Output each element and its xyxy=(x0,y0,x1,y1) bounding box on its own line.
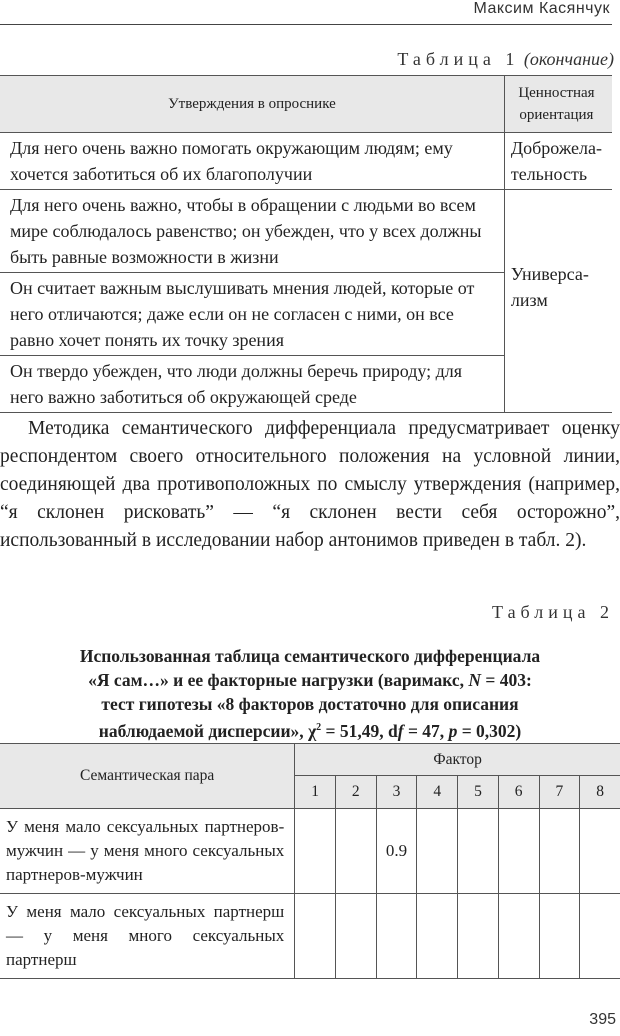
table2-loading xyxy=(335,894,376,979)
table1-statement: Он считает важным выслушивать мнения людей, которые от него отличаются; даже если он не согласен с ними, он все равно хочет понять их точку зрения xyxy=(0,273,504,356)
table2-factor-number: 4 xyxy=(417,776,458,809)
table2-title-line: Использованная таблица семантического дифференциала xyxy=(79,646,541,666)
table2-loading xyxy=(458,809,499,894)
table1-orientation: Доброжела-тельность xyxy=(504,133,612,190)
table-row xyxy=(0,894,620,979)
table2-factor-number: 8 xyxy=(580,776,620,809)
table2-loading xyxy=(539,894,580,979)
table2-factor-number: 5 xyxy=(458,776,499,809)
table1-statement: Для него очень важно помогать окружающим людям; ему хочется заботиться об их благополучии xyxy=(0,133,504,190)
table1-caption-label: Таблица 1 xyxy=(397,49,520,69)
header-rule xyxy=(0,24,612,25)
table-row xyxy=(0,133,612,190)
table2-loading xyxy=(417,894,458,979)
table2-loading xyxy=(458,894,499,979)
table2-loading xyxy=(580,894,620,979)
table2-factor-number: 3 xyxy=(376,776,417,809)
table2-loading xyxy=(376,894,417,979)
table2-factor-number: 7 xyxy=(539,776,580,809)
table2-title-line: тест гипотезы «8 факторов достаточно для описания xyxy=(101,694,519,714)
table2-semantic-pair: У меня мало сексуальных партнеров-мужчин — у меня много сексуальных партнеров-мужчин xyxy=(0,809,295,894)
table2-loading xyxy=(417,809,458,894)
table1-caption-note: (окончание) xyxy=(523,49,614,69)
table2-title xyxy=(0,644,620,743)
table1-header-statements: Утверждения в опроснике xyxy=(0,76,504,133)
running-header-author: Максим Касянчук xyxy=(473,0,610,17)
table2-loading xyxy=(498,894,539,979)
table2-title-line: наблюдаемой дисперсии», $\chi^2 = 51,49$, df = 47, p = 0,302) xyxy=(98,720,522,741)
table2-loading xyxy=(498,809,539,894)
table2-factor-number: 6 xyxy=(498,776,539,809)
table2-loading xyxy=(539,809,580,894)
body-paragraph: Методика семантического дифференциала предусматривает оценку респондентом своего относительного положения на условной линии, соединяющей два противоположных по смыслу утверждения (например, “я склонен рисковать” — “я склонен вести себя осторожно”, использованный в исследовании набор антонимов приведен в табл. 2). xyxy=(0,418,620,551)
table-row xyxy=(0,190,612,273)
table2-loading: 0.9 xyxy=(376,809,417,894)
table1-orientation: Универса-лизм xyxy=(504,190,612,413)
table2-factor-number: 2 xyxy=(335,776,376,809)
table-row xyxy=(0,809,620,894)
table2-title-line: «Я сам…» и ее факторные нагрузки (варимакс, N = 403: xyxy=(88,670,532,690)
table2 xyxy=(0,743,620,979)
page-number: 395 xyxy=(589,1011,616,1028)
table2-loading xyxy=(580,809,620,894)
table1-statement: Он твердо убежден, что люди должны беречь природу; для него важно заботиться об окружающей среде xyxy=(0,356,504,413)
table2-caption: Таблица 2 xyxy=(492,602,614,622)
table1-header-row xyxy=(0,76,612,133)
table2-factor-number: 1 xyxy=(295,776,336,809)
table1-caption xyxy=(397,49,614,70)
table1-header-orientation: Ценностная ориентация xyxy=(504,76,612,133)
table2-loading xyxy=(335,809,376,894)
table2-header-row xyxy=(0,744,620,776)
table2-loading xyxy=(295,809,336,894)
table1-statement: Для него очень важно, чтобы в обращении с людьми во всем мире соблюдалось равенство; он убежден, что у всех должны быть равные возможности в жизни xyxy=(0,190,504,273)
table1 xyxy=(0,75,612,413)
table2-loading xyxy=(295,894,336,979)
table2-header-pair: Семантическая пара xyxy=(0,744,295,809)
table2-header-factor: Фактор xyxy=(295,744,620,776)
table2-semantic-pair: У меня мало сексуальных партнерш — у меня много сексуальных партнерш xyxy=(0,894,295,979)
